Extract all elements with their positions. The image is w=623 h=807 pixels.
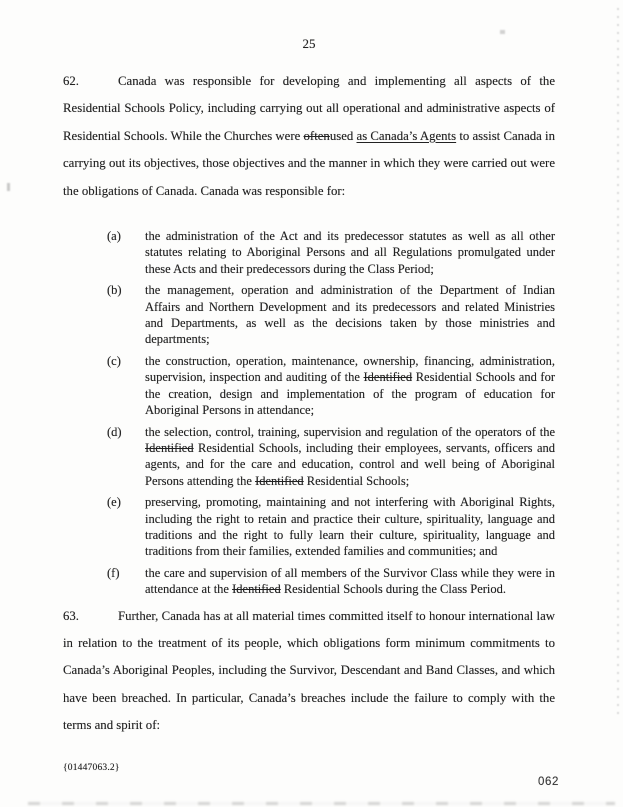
paragraph-62 xyxy=(63,68,555,205)
item-text-segment: the administration of the Act and its predecessor statutes as well as all other statutes relating to Aboriginal Persons and all Regulations promulgated under these Acts and their predecessors during the Class Period; xyxy=(145,229,555,276)
item-text-segment: the construction, operation, maintenance, ownership, financing, administration, supervision, inspection and auditing of the xyxy=(145,353,555,385)
paragraph-62-text: used xyxy=(329,128,357,143)
item-text xyxy=(145,353,555,419)
item-label: (a) xyxy=(107,229,121,244)
paragraph-62-text: to assist Canada in carrying out its objectives, those objectives and the manner in which they were carried out were the obligations of Canada. Canada was responsible for: xyxy=(63,128,556,198)
item-text xyxy=(145,494,555,560)
scan-artifact-speck xyxy=(7,183,10,191)
item-text-segment: Residential Schools; xyxy=(303,473,410,488)
item-text xyxy=(145,565,555,598)
item-text-segment: Residential Schools, including their employees, servants, officers and agents, and for the care and education, control and well being of Aboriginal Persons attending the xyxy=(145,440,555,488)
item-label: (c) xyxy=(107,353,121,368)
item-label: (d) xyxy=(107,424,122,439)
page-number-top: 25 xyxy=(302,36,316,51)
footer-page-stamp: 062 xyxy=(538,776,559,788)
scan-artifact-speck xyxy=(500,30,505,34)
item-text xyxy=(145,424,555,490)
item-text-segment: preserving, promoting, maintaining and not interfering with Aboriginal Rights, including the right to retain and practice their culture, spirituality, language and traditions and the right to fully learn their culture, spirituality, language and traditions from their families, extended families and communities; and xyxy=(145,495,555,559)
paragraph-63-text: Further, Canada has at all material times committed itself to honour international law in relation to the treatment of its people, which obligations form minimum commitments to Canada’s Aboriginal Peoples, including the Survivor, Descendant and Band Classes, and which have been breached. In particular, Canada’s breaches include the failure to comply with the terms and spirit of: xyxy=(63,608,555,733)
paragraph-62-number: 62. xyxy=(63,74,79,88)
list-item-a xyxy=(107,228,555,277)
paragraph-63 xyxy=(63,603,555,740)
struck-text-identified: Identified xyxy=(145,440,194,455)
item-label: (b) xyxy=(107,283,122,298)
list-item-d xyxy=(107,424,555,490)
paragraph-62-text: Canada was responsible for developing and implementing all aspects of the Residential Schools Policy, including carrying out all operational and administrative aspects of Residential Schools. While the Churches were xyxy=(63,74,555,143)
item-text-segment: Residential Schools during the Class Period. xyxy=(280,582,507,597)
list-item-c xyxy=(107,353,555,419)
struck-text-identified: Identified xyxy=(363,370,413,385)
item-text xyxy=(145,228,555,277)
list-item-e xyxy=(107,494,555,560)
list-item-b xyxy=(107,282,555,348)
list-item-f xyxy=(107,565,555,598)
item-label: (e) xyxy=(107,495,121,510)
footer-doc-id: {01447063.2} xyxy=(63,762,120,773)
item-text-segment: the care and supervision of all members of the Survivor Class while they were in attendance at the xyxy=(145,565,555,597)
item-text-segment: Residential Schools and for the creation, design and implementation of the program of education for Aboriginal Persons in attendance; xyxy=(145,370,556,418)
scan-artifact-right-edge xyxy=(617,8,619,717)
item-text xyxy=(145,282,555,348)
item-label: (f) xyxy=(107,565,120,580)
struck-text-identified: Identified xyxy=(232,582,281,597)
struck-text-identified: Identified xyxy=(255,473,304,488)
item-text-segment: the management, operation and administration of the Department of Indian Affairs and Northern Development and its predecessors and related Ministries and Departments, as well as the decisions taken by those ministries and departments; xyxy=(145,283,555,347)
paragraph-63-number: 63. xyxy=(63,608,79,623)
underlined-text-canadas-agents: as Canada’s Agents xyxy=(356,128,457,143)
subparagraph-list xyxy=(107,228,555,598)
scan-artifact-bottom-edge xyxy=(28,802,615,805)
item-text-segment: the selection, control, training, supervision and regulation of the operators of the xyxy=(145,424,555,439)
struck-text-often: often xyxy=(303,128,330,143)
text-column xyxy=(63,0,555,774)
